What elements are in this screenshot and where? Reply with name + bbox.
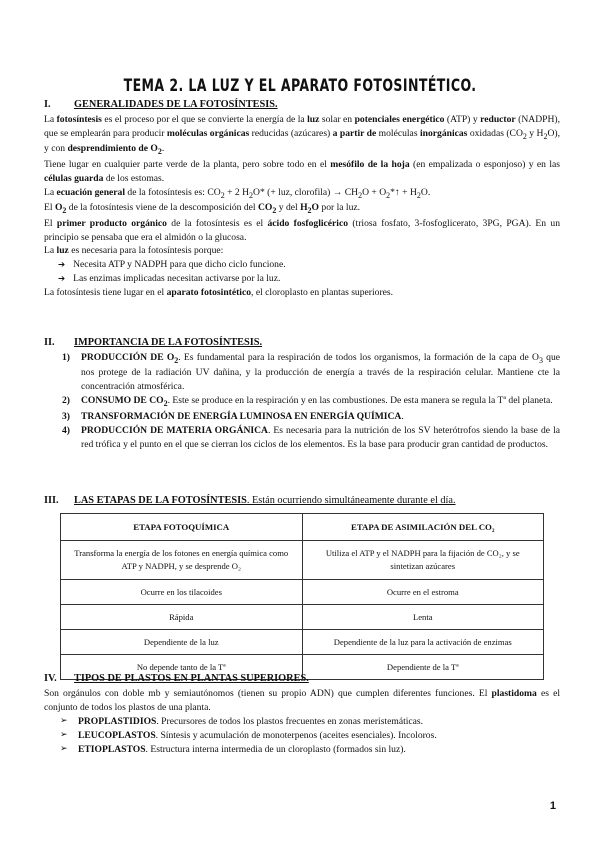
section-title: IMPORTANCIA DE LA FOTOSÍNTESIS. [74,337,263,348]
bullet-list [44,258,560,286]
list-item: ➢ ETIOPLASTOS. Estructura interna intermedia de un cloroplasto (formados sin luz). [60,743,560,757]
section-number: I. [44,99,51,110]
section-number: II. [44,337,55,348]
paragraph: El primer producto orgánico de la fotosíntesis es el ácido fosfoglicérico (triosa fosfato, 3-fosfoglicerato, 3PG, PGA). En un principio se pensaba que era el almidón o la glucosa. [44,217,561,243]
table-cell: Transforma la energía de los fotones en energía química como ATP y NADPH, y se desprende O₂ [61,540,303,579]
item-text: TRANSFORMACIÓN DE ENERGÍA LUMINOSA EN ENERGÍA QUÍMICA. [81,410,404,422]
section-subtitle: . Están ocurriendo simultáneamente durante el día. [246,495,456,506]
paragraph: Son orgánulos con doble mb y semiautónomos (tienen su propio ADN) que cumplen diferentes funciones. El plastidoma es el conjunto de todos los plastos de una planta. [44,687,560,713]
table-row [61,579,544,604]
section-etapas [44,494,560,680]
numbered-list [44,351,560,452]
table-cell: Dependiente de la luz para la activación de enzimas [302,629,544,654]
table-cell: Rápida [61,604,303,629]
list-item: ➢ PROPLASTIDIOS. Precursores de todos los plastos frecuentes en zonas meristemáticas. [60,715,560,729]
section-number: III. [44,495,59,506]
list-item [44,424,560,452]
list-item: ➢ LEUCOPLASTOS. Síntesis y acumulación de monoterpenos (aceites esenciales). Incoloros. [60,729,560,743]
table-row [61,629,544,654]
item-number: 4) [62,424,70,436]
section-importancia [44,336,560,451]
section-title: GENERALIDADES DE LA FOTOSÍNTESIS. [74,99,278,110]
table-cell: Dependiente de la Tª [302,654,544,679]
section-title: TIPOS DE PLASTOS EN PLANTAS SUPERIORES. [74,673,309,684]
table-cell: No depende tanto de la Tª [61,654,303,679]
stages-table [60,513,544,680]
list-item [44,351,560,394]
item-text: CONSUMO DE $CO_2$. Este se produce en la respiración y en las combustiones. De esta manera se regula la Tª del planeta. [81,395,553,409]
table-cell: Lenta [302,604,544,629]
paragraph: El $O_2$ de la fotosíntesis viene de la descomposición del $CO_2$ y del $H_2O$ por la luz. [44,202,361,216]
paragraph: Tiene lugar en cualquier parte verde de la planta, pero sobre todo en el mesófilo de la hoja (en empalizada o esponjoso) y en las células guarda de los estomas. [44,158,561,184]
table-cell: Dependiente de la luz [61,629,303,654]
table-cell: Ocurre en el estroma [302,579,544,604]
section-generalidades [44,98,560,300]
item-text: PRODUCCIÓN DE $O_2$. Es fundamental para la respiración de todos los organismos, la formación de la capa de $O_3$ que nos protege de la radiación UV dañina, y la producción de energía a través de la respiración celular. Mantiene cte la concentración atmosférica. [81,351,560,393]
table-cell: Utiliza el ATP y el NADPH para la fijación de CO₂, y se sintetizan azúcares [302,540,544,579]
paragraph: La luz es necesaria para la fotosíntesis porque: [44,245,224,257]
list-item: ➔ Necesita ATP y NADPH para que dicho ciclo funcione. [58,258,560,272]
section-heading [44,494,560,509]
list-item [44,394,560,410]
table-header: ETAPA FOTOQUÍMICA [61,513,303,540]
table-row [61,604,544,629]
table-row [61,540,544,579]
section-title: LAS ETAPAS DE LA FOTOSÍNTESIS [74,495,247,506]
paragraph: La fotosíntesis tiene lugar en el aparato fotosintético, el cloroplasto en plantas superiores. [44,287,394,299]
section-heading [44,336,560,351]
page-number: 1 [549,800,556,812]
section-heading [44,98,560,113]
table-header: ETAPA DE ASIMILACIÓN DEL CO₂ [302,513,544,540]
table-header-row [61,513,544,540]
section-plastos [44,672,560,756]
item-number: 3) [62,410,70,422]
paragraph: La ecuación general de la fotosíntesis es: $CO_2 + 2$ $H_2O*$ (+ luz, clorofila) → $CH_2O$ + $O_2*↑ + H_2O$. [44,186,431,200]
item-number: 2) [62,395,70,407]
section-heading [44,672,560,687]
section-number: IV. [44,673,57,684]
list-item: ➔ Las enzimas implicadas necesitan activarse por la luz. [58,272,560,286]
item-number: 1) [62,351,70,363]
item-text: PRODUCCIÓN DE MATERIA ORGÁNICA. Es necesaria para la nutrición de los SV heterótrofos siendo la base de la red trófica y el punto en el que se cierran los ciclos de los elementos. Es la base para producir gran cantidad de productos. [81,424,561,450]
paragraph: La fotosíntesis es el proceso por el que se convierte la energía de la luz solar en potenciales energético (ATP) y reductor (NADPH), que se emplearán para producir moléculas orgánicas reducidas (azúcares) a partir de moléculas inorgánicas oxidadas ($CO_2$ y $H_2O$), y con desprendimiento de $O_2$. [44,113,560,157]
bullet-list [44,715,560,757]
page-title: TEMA 2. LA LUZ Y EL APARATO FOTOSINTÉTICO. [123,76,477,96]
table-cell: Ocurre en los tilacoides [61,579,303,604]
list-item [44,410,560,424]
